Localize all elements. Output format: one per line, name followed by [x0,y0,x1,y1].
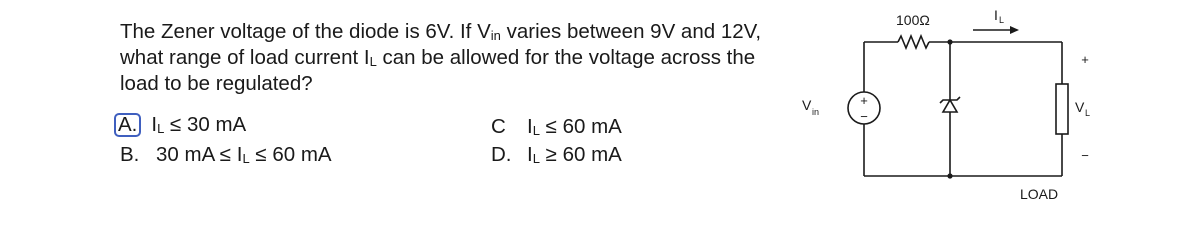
option-a-letter: A. [114,113,141,137]
resistor-label: 100Ω [896,12,930,28]
source-label [802,97,819,117]
option-c-letter: C [491,115,506,138]
load-voltage-label [1075,99,1090,118]
current-arrow-icon [973,26,1019,34]
source-plus-sign: + [860,93,868,108]
option-a-text: $I_L \le 30$ mA [151,113,247,136]
load-resistor-symbol [1056,84,1068,134]
zener-diode-symbol [940,97,960,112]
resistor-symbol [898,36,929,48]
option-c[interactable] [491,114,622,140]
option-b-letter: B. [120,143,140,166]
current-label [994,7,1004,25]
source-minus-sign: − [860,109,868,124]
load-caption: LOAD [1020,186,1059,202]
option-b[interactable] [120,142,332,168]
svg-text:I: I [994,7,998,23]
option-d-letter: D. [491,143,512,166]
option-d-text: $I_L \ge 60$ mA [527,143,622,166]
option-b-text: 30 mA ≤ $I_L \le 60$ mA [156,143,332,166]
svg-text:in: in [812,107,820,117]
svg-text:L: L [1085,108,1090,118]
load-minus-sign: − [1081,148,1089,163]
svg-text:V: V [802,97,812,113]
zener-circuit-diagram [790,0,1090,223]
svg-text:V: V [1075,99,1085,115]
option-a[interactable] [114,112,246,138]
question-text: The Zener voltage of the diode is 6V. If $V_{in}$ varies between 9V and 12V, what range of load current $I_L$ can be allowed for the voltage across the load to be regulated? [120,20,762,95]
svg-text:L: L [999,15,1005,25]
option-d[interactable] [491,142,622,168]
option-c-text: $I_L \le 60$ mA [527,115,622,138]
load-plus-sign: + [1081,52,1089,67]
